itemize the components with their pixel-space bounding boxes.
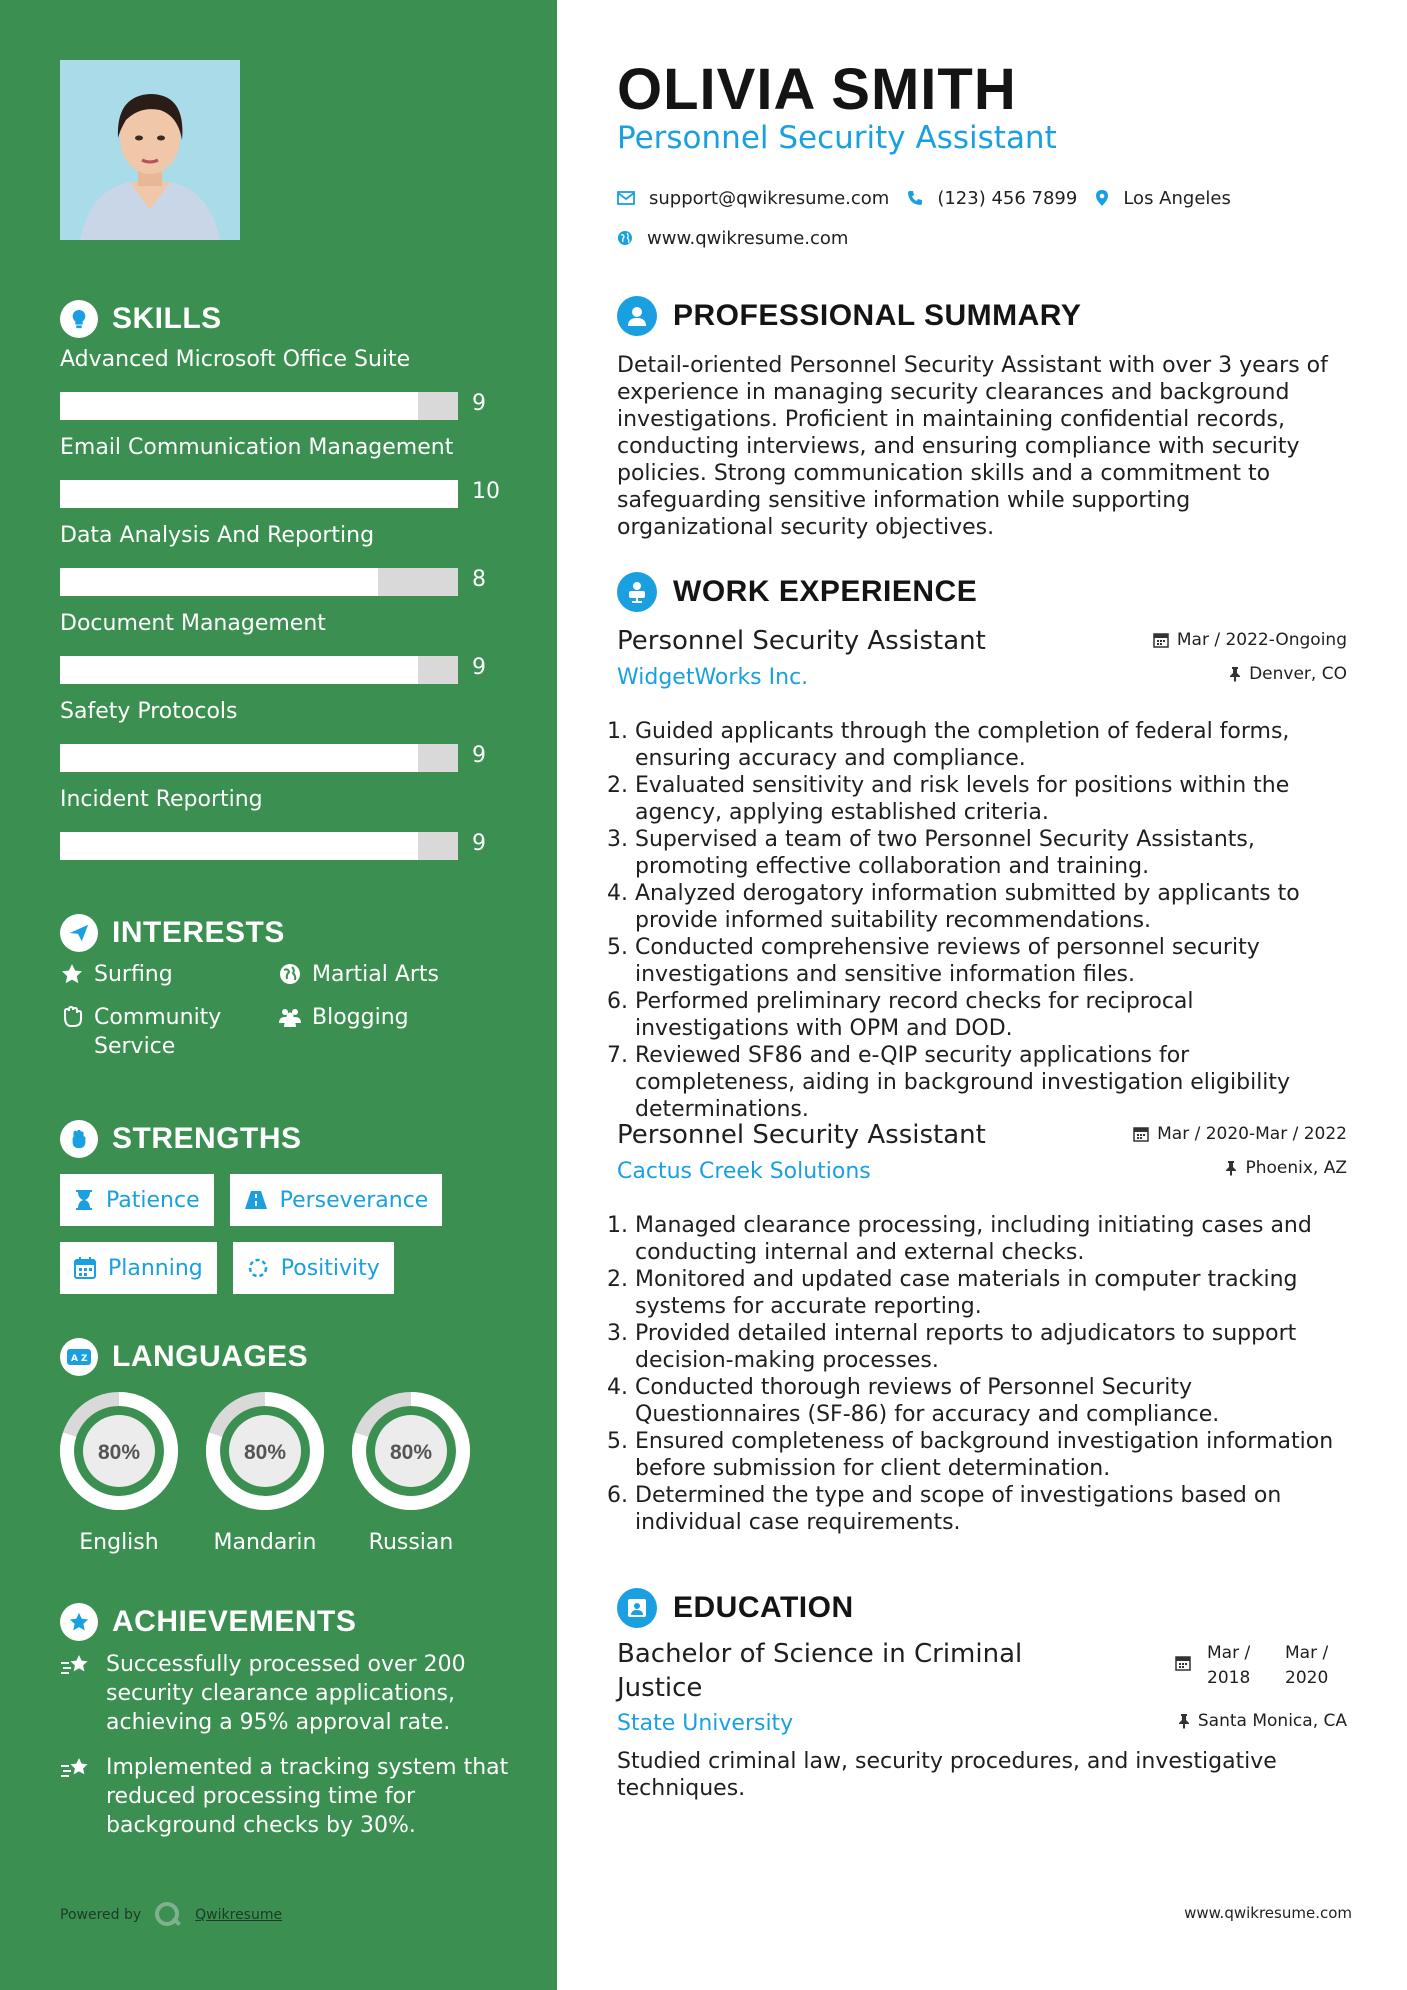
lightbulb-icon	[60, 300, 98, 338]
job-bullet: 6. Performed preliminary record checks for reciprocal investigations with OPM and DOD.	[635, 988, 1347, 1042]
skill-name: Advanced Microsoft Office Suite	[60, 347, 411, 372]
skill-bar	[60, 568, 458, 596]
candidate-name: OLIVIA SMITH	[617, 57, 1017, 122]
interest-item	[278, 960, 508, 989]
calendar-icon	[1175, 1655, 1191, 1671]
strength-row	[60, 1174, 520, 1226]
email-text[interactable]: support@qwikresume.com	[649, 187, 890, 209]
footer-website-link[interactable]: www.qwikresume.com	[1184, 1904, 1352, 1922]
job-bullets	[617, 718, 1347, 1123]
achievements-heading	[60, 1603, 356, 1641]
globe-icon	[278, 962, 302, 986]
powered-by	[60, 1900, 282, 1930]
language-percent: 80%	[243, 1441, 287, 1464]
contact-phone	[907, 188, 1077, 209]
language-name: Mandarin	[213, 1530, 317, 1555]
skill-bar	[60, 480, 458, 508]
skill-item	[60, 433, 520, 521]
achievement-item	[60, 1650, 520, 1737]
skill-bar-fill	[60, 392, 418, 420]
languages-list	[58, 1390, 518, 1555]
job-bullet: 5. Conducted comprehensive reviews of personnel security investigations and sensitive information files.	[635, 934, 1347, 988]
job-dates-text: Mar / 2022-Ongoing	[1176, 630, 1347, 650]
education-end: Mar / 2020	[1285, 1643, 1329, 1688]
job-bullet: 3. Supervised a team of two Personnel Security Assistants, promoting effective collaboration and training.	[635, 826, 1347, 880]
skill-name: Safety Protocols	[60, 699, 238, 724]
skills-heading	[60, 300, 222, 338]
translate-icon	[60, 1338, 98, 1376]
job-bullet: 6. Determined the type and scope of investigations based on individual case requirements.	[635, 1482, 1347, 1536]
job-header	[617, 1118, 1347, 1198]
phone-icon	[907, 190, 923, 206]
interests-list	[60, 960, 520, 1061]
skill-bar-fill	[60, 832, 418, 860]
job-bullet: 4. Conducted thorough reviews of Personnel Security Questionnaires (SF-86) for accuracy and compliance.	[635, 1374, 1347, 1428]
qwikresume-link[interactable]: Qwikresume	[195, 1907, 283, 1923]
strengths-list	[60, 1174, 520, 1310]
skill-item	[60, 785, 520, 873]
paper-plane-icon	[60, 914, 98, 952]
strength-label: Planning	[108, 1255, 203, 1281]
achievement-text: Successfully processed over 200 security clearance applications, achieving a 95% approval rate.	[106, 1652, 466, 1735]
job-location-text: Phoenix, AZ	[1245, 1158, 1347, 1178]
star-badge-icon	[60, 1603, 98, 1641]
interest-item	[60, 960, 278, 989]
education-entry	[617, 1637, 1347, 1802]
language-ring	[58, 1390, 180, 1512]
contact-row	[617, 178, 1231, 218]
strength-badge	[60, 1242, 217, 1294]
skill-value: 8	[472, 567, 486, 592]
skill-value: 9	[472, 743, 486, 768]
phone-text: (123) 456 7899	[937, 187, 1078, 209]
skill-value: 9	[472, 655, 486, 680]
skill-value: 9	[472, 831, 486, 856]
strength-label: Positivity	[280, 1255, 380, 1281]
qwikresume-logo-icon	[153, 1900, 183, 1930]
contact-website	[617, 228, 848, 249]
school-name: State University	[617, 1711, 794, 1736]
road-icon	[244, 1190, 268, 1210]
job-bullets	[617, 1212, 1347, 1536]
skill-name: Document Management	[60, 611, 326, 636]
job-title: Personnel Security Assistant	[617, 1120, 986, 1150]
summary-title: PROFESSIONAL SUMMARY	[673, 299, 1082, 332]
job-header	[617, 624, 1347, 704]
language-item	[204, 1390, 326, 1555]
globe-icon	[617, 230, 633, 246]
skills-list	[60, 345, 520, 873]
pushpin-icon	[1225, 1160, 1237, 1176]
strengths-title: STRENGTHS	[112, 1122, 302, 1155]
shooting-star-icon	[60, 1756, 92, 1782]
strength-badge	[230, 1174, 443, 1226]
contact-location	[1095, 188, 1231, 209]
education-description: Studied criminal law, security procedures, and investigative techniques.	[617, 1749, 1277, 1801]
job-bullet: 5. Ensured completeness of background investigation information before submission for client determination.	[635, 1428, 1347, 1482]
job-bullet: 1. Guided applicants through the completion of federal forms, ensuring accuracy and compliance.	[635, 718, 1347, 772]
strength-row	[60, 1242, 520, 1294]
skill-bar	[60, 392, 458, 420]
contact-info	[617, 178, 1231, 258]
skills-title: SKILLS	[112, 302, 222, 335]
job-bullet: 2. Monitored and updated case materials in computer tracking systems for accurate reporting.	[635, 1266, 1347, 1320]
spinner-icon	[247, 1257, 269, 1279]
calendar-icon	[74, 1257, 96, 1279]
interest-label: Martial Arts	[312, 962, 440, 987]
language-percent: 80%	[97, 1441, 141, 1464]
strengths-heading	[60, 1120, 302, 1158]
education-title: EDUCATION	[673, 1591, 854, 1624]
language-ring	[204, 1390, 326, 1512]
user-icon	[617, 296, 657, 336]
language-name: Russian	[368, 1530, 454, 1555]
language-item	[350, 1390, 472, 1555]
education-location-text: Santa Monica, CA	[1197, 1711, 1347, 1731]
job-title: Personnel Security Assistant	[617, 626, 986, 656]
skill-item	[60, 609, 520, 697]
strength-badge	[233, 1242, 394, 1294]
shooting-star-icon	[60, 1653, 92, 1679]
svg-text:A: A	[71, 1354, 79, 1364]
profile-photo	[60, 60, 240, 240]
job-dates	[1133, 1124, 1347, 1144]
education-start: Mar / 2018	[1207, 1643, 1251, 1688]
skill-bar-fill	[60, 480, 458, 508]
skill-bar	[60, 656, 458, 684]
pushpin-icon	[1178, 1713, 1190, 1729]
interests-heading	[60, 914, 285, 952]
skill-item	[60, 697, 520, 785]
achievement-text: Implemented a tracking system that reduced processing time for background checks by 30%.	[106, 1755, 509, 1838]
website-link[interactable]: www.qwikresume.com	[647, 227, 849, 249]
education-heading	[617, 1588, 854, 1628]
map-pin-icon	[1095, 189, 1109, 207]
job-bullet: 3. Provided detailed internal reports to adjudicators to support decision-making processes.	[635, 1320, 1347, 1374]
skill-bar-fill	[60, 656, 418, 684]
interest-item	[60, 1003, 278, 1061]
pushpin-icon	[1229, 666, 1241, 682]
job-bullet: 1. Managed clearance processing, including initiating cases and conducting internal and external checks.	[635, 1212, 1347, 1266]
location-text: Los Angeles	[1123, 187, 1231, 209]
skill-name: Incident Reporting	[60, 787, 263, 812]
skill-bar-fill	[60, 568, 378, 596]
summary-text: Detail-oriented Personnel Security Assistant with over 3 years of experience in managing security clearances and background investigations. Proficient in maintaining confidential records, conducting interviews, and ensuring compliance with security policies. Strong communication skills and a commitment to safeguarding sensitive information while supporting organizational security objectives.	[617, 353, 1328, 540]
interest-label: Surfing	[94, 962, 173, 987]
hand-icon	[60, 1005, 84, 1029]
job-bullet: 7. Reviewed SF86 and e-QIP security applications for completeness, aiding in background investigation eligibility determinations.	[635, 1042, 1347, 1123]
interests-title: INTERESTS	[112, 916, 285, 949]
languages-title: LANGUAGES	[112, 1340, 309, 1373]
job-location	[1225, 1158, 1347, 1178]
summary-heading	[617, 296, 1081, 336]
job-entry	[617, 624, 1347, 1123]
contact-email	[617, 188, 889, 209]
skill-value: 9	[472, 391, 486, 416]
achievement-item	[60, 1753, 520, 1840]
job-bullet: 2. Evaluated sensitivity and risk levels for positions within the agency, applying established criteria.	[635, 772, 1347, 826]
job-location-text: Denver, CO	[1249, 664, 1347, 684]
job-company: WidgetWorks Inc.	[617, 665, 809, 690]
language-percent: 80%	[389, 1441, 433, 1464]
powered-by-label: Powered by	[60, 1907, 142, 1923]
achievements-title: ACHIEVEMENTS	[112, 1605, 357, 1638]
language-name: English	[79, 1530, 159, 1555]
interest-label: Community Service	[94, 1005, 222, 1059]
envelope-icon	[617, 191, 635, 205]
education-location	[1178, 1711, 1347, 1731]
presenter-icon	[617, 572, 657, 612]
interest-item	[278, 1003, 508, 1061]
sidebar	[0, 0, 557, 1990]
skill-bar	[60, 744, 458, 772]
graduate-icon	[617, 1588, 657, 1628]
job-bullet: 4. Analyzed derogatory information submitted by applicants to provide informed suitability recommendations.	[635, 880, 1347, 934]
calendar-icon	[1153, 632, 1169, 648]
experience-heading	[617, 572, 977, 612]
experience-title: WORK EXPERIENCE	[673, 575, 978, 608]
job-entry	[617, 1118, 1347, 1536]
achievements-list	[60, 1650, 520, 1856]
skill-value: 10	[472, 479, 500, 504]
job-dates-text: Mar / 2020-Mar / 2022	[1157, 1124, 1347, 1144]
language-ring	[350, 1390, 472, 1512]
skill-name: Email Communication Management	[60, 435, 454, 460]
interest-label: Blogging	[312, 1005, 409, 1030]
job-location	[1229, 664, 1347, 684]
main-content	[557, 0, 1407, 1990]
contact-row	[617, 218, 1231, 258]
skill-item	[60, 345, 520, 433]
skill-bar-fill	[60, 744, 418, 772]
education-dates	[1175, 1641, 1347, 1691]
skill-name: Data Analysis And Reporting	[60, 523, 375, 548]
hand-fist-icon	[60, 1120, 98, 1158]
svg-text:Z: Z	[81, 1354, 89, 1364]
strength-label: Patience	[106, 1187, 200, 1213]
skill-item	[60, 521, 520, 609]
job-dates	[1153, 630, 1347, 650]
star-icon	[60, 962, 84, 986]
job-company: Cactus Creek Solutions	[617, 1159, 871, 1184]
calendar-icon	[1133, 1126, 1149, 1142]
hourglass-icon	[74, 1189, 94, 1211]
strength-label: Perseverance	[279, 1187, 429, 1213]
language-item	[58, 1390, 180, 1555]
strength-badge	[60, 1174, 214, 1226]
users-icon	[278, 1005, 302, 1029]
languages-heading	[60, 1338, 308, 1376]
skill-bar	[60, 832, 458, 860]
degree-title: Bachelor of Science in Criminal Justice	[617, 1639, 1023, 1703]
candidate-title: Personnel Security Assistant	[617, 120, 1057, 156]
